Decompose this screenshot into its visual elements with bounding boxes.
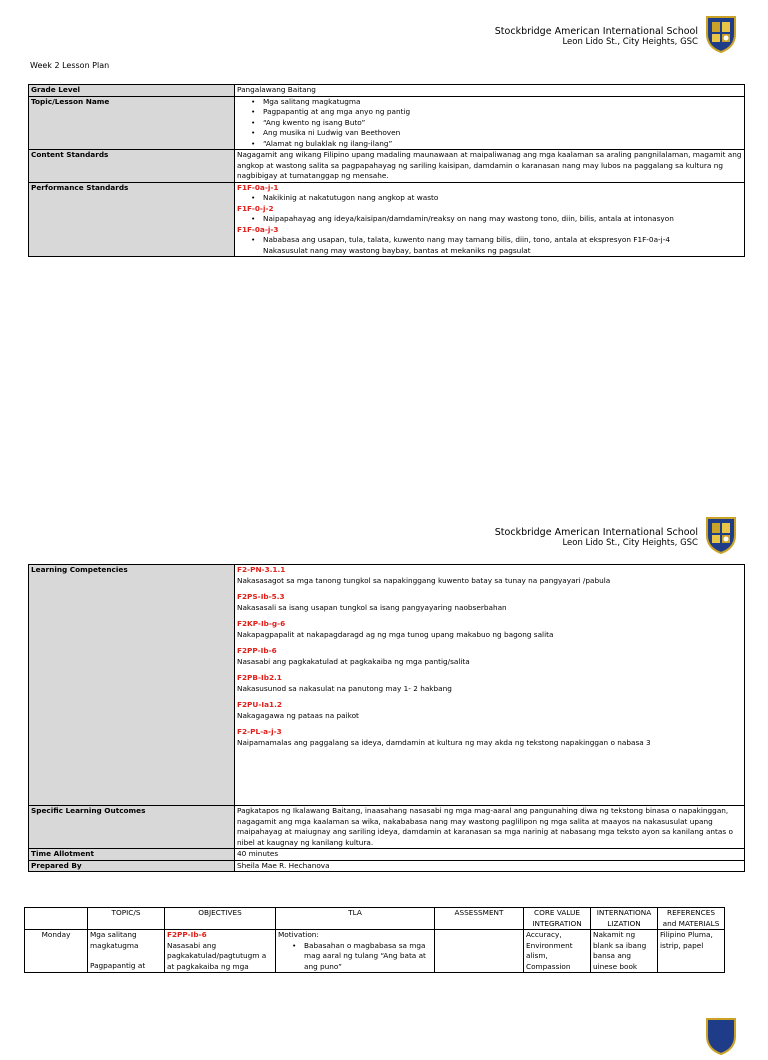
column-header: ASSESSMENT	[435, 908, 524, 930]
internationalization-cell: Nakamit ng blank sa ibang bansa ang uinese book	[591, 930, 658, 973]
table-row	[29, 182, 745, 257]
list-item: • Pagpapantig at ang mga anyo ng pantig	[263, 107, 742, 118]
topic-list	[237, 97, 742, 150]
objective-text: Nasasabi ang pagkakatulad/pagtutugm a at pagkakaiba ng mga	[167, 940, 267, 971]
specific-outcomes-label: Specific Learning Outcomes	[29, 806, 235, 849]
school-crest-icon	[704, 515, 738, 555]
list-item: • Naipapahayag ang ideya/kaisipan/damdamin/reaksy on nang may wastong tono, diin, bilis, antala at intonasyon	[263, 214, 742, 225]
weekly-schedule-table	[24, 907, 725, 973]
list-item: • Mga salitang magkatugma	[263, 97, 742, 108]
table-row	[29, 96, 745, 150]
competency-item	[237, 592, 742, 613]
column-header: TLA	[276, 908, 435, 930]
document-title: Week 2 Lesson Plan	[30, 61, 110, 70]
school-address: Leon Lido St., City Heights, GSC	[562, 538, 698, 548]
objective-code: F2PP-Ib-6	[167, 930, 207, 939]
competency-code: F2PB-Ib2.1	[237, 673, 282, 682]
time-allotment-value: 40 minutes	[235, 849, 745, 861]
list-item: • “Alamat ng bulaklak ng ilang-ilang”	[263, 139, 742, 150]
school-crest-icon	[704, 1016, 738, 1056]
competency-text: Nakagagawa ng pataas na paikot	[237, 710, 359, 720]
table-row	[29, 85, 745, 97]
topic-cell: Mga salitang magkatugma Pagpapantig at	[88, 930, 165, 973]
competency-code: F2KP-Ib-g-6	[237, 619, 286, 628]
content-standards-text: Nagagamit ang wikang Filipino upang madaling maunawaan at maipaliwanag ang mga kaalaman sa araling pangnilalaman, magamit ang angkop at wastong salita sa pagpapahayag ng sariling kaisipan, damdamin o karanasan nang may lubos na paggalang sa kultura ng nagbibigay at tumatanggap ng mensahe.	[235, 150, 745, 183]
tla-cell	[276, 930, 435, 973]
list-item: • Nakikinig at nakatutugon nang angkop at wasto	[263, 193, 742, 204]
competency-code: F2PP-Ib-6	[237, 646, 277, 655]
performance-item-continuation: Nakasusulat nang may wastong baybay, bantas at mekaniks ng pagsulat	[263, 245, 531, 255]
topic-label: Topic/Lesson Name	[29, 96, 235, 150]
competency-text: Nakasasagot sa mga tanong tungkol sa napakinggang kuwento batay sa tunay na pangyayari /pabula	[237, 575, 611, 585]
prepared-by-label: Prepared By	[29, 860, 235, 872]
table-row	[29, 565, 745, 806]
performance-standards-label: Performance Standards	[29, 182, 235, 257]
table-row	[29, 150, 745, 183]
list-item: • Babasahan o magbabasa sa mga mag aaral ng tulang “Ang bata at ang puno”	[304, 941, 432, 973]
column-header: CORE VALUE INTEGRATION	[524, 908, 591, 930]
competency-text: Nakasusunod sa nakasulat na panutong may 1- 2 hakbang	[237, 683, 452, 693]
table-row	[29, 860, 745, 872]
competency-item	[237, 646, 742, 667]
school-address: Leon Lido St., City Heights, GSC	[562, 37, 698, 47]
list-item: • “Ang kwento ng isang Buto”	[263, 118, 742, 129]
school-name: Stockbridge American International School	[494, 527, 698, 538]
competencies-table	[28, 564, 745, 872]
column-header: OBJECTIVES	[165, 908, 276, 930]
school-header	[0, 14, 768, 58]
competency-item	[237, 700, 742, 721]
objectives-cell	[165, 930, 276, 973]
specific-outcomes-text: Pagkatapos ng Ikalawang Baitang, inaasahang nasasabi ng mga mag-aaral ang pangunahing diwa ng tekstong binasa o napakinggan, nagagamit ang mga kaalaman sa wika, nakababasa nang may wastong paglilipon ng mga salita at maayos na nakasusulat upang maipahayag at maiugnay ang sariling ideya, damdamin at karanasan sa mga narinig at nabasang mga teksto ayon sa kanilang antas o nibel at kaugnay ng kanilang kultura.	[235, 806, 745, 849]
competency-text: Naipamamalas ang paggalang sa ideya, damdamin at kultura ng may akda ng tekstong napakinggan o nabasa 3	[237, 737, 651, 747]
school-name: Stockbridge American International School	[494, 26, 698, 37]
content-standards-label: Content Standards	[29, 150, 235, 183]
competency-text: Nakasasali sa isang usapan tungkol sa isang pangyayaring naobserbahan	[237, 602, 507, 612]
table-header-row	[25, 908, 725, 930]
column-header: INTERNATIONA LIZATION	[591, 908, 658, 930]
competency-item	[237, 673, 742, 694]
core-value-cell: Accuracy, Environment alism, Compassion	[524, 930, 591, 973]
standard-code: F1F-0-j-2	[237, 203, 274, 213]
assessment-cell	[435, 930, 524, 973]
competency-code: F2PS-Ib-5.3	[237, 592, 285, 601]
table-row	[29, 849, 745, 861]
prepared-by-value: Sheila Mae R. Hechanova	[235, 860, 745, 872]
time-allotment-label: Time Allotment	[29, 849, 235, 861]
competency-text: Nasasabi ang pagkakatulad at pagkakaiba ng mga pantig/salita	[237, 656, 470, 666]
lesson-plan-table	[28, 84, 745, 257]
school-info	[495, 527, 698, 549]
column-header: REFERENCES and MATERIALS	[658, 908, 725, 930]
column-header: TOPIC/S	[88, 908, 165, 930]
learning-competencies-label: Learning Competencies	[29, 565, 235, 806]
competency-code: F2-PL-a-j-3	[237, 727, 282, 736]
grade-level-label: Grade Level	[29, 85, 235, 97]
references-cell: Filipino Pluma, istrip, papel	[658, 930, 725, 973]
competency-text: Nakapagpapalit at nakapagdaragd ag ng mga tunog upang makabuo ng bagong salita	[237, 629, 554, 639]
list-item: • Ang musika ni Ludwig van Beethoven	[263, 128, 742, 139]
column-header	[25, 908, 88, 930]
table-row	[29, 806, 745, 849]
standard-code: F1F-0a-j-3	[237, 224, 279, 234]
grade-level-value: Pangalawang Baitang	[235, 85, 745, 97]
school-header	[0, 515, 768, 559]
school-info	[495, 26, 698, 48]
tla-label: Motivation:	[278, 930, 319, 939]
school-crest-icon	[704, 14, 738, 54]
standard-code: F1F-0a-j-1	[237, 182, 279, 192]
competency-item	[237, 727, 742, 748]
day-cell: Monday	[25, 930, 88, 973]
competency-code: F2PU-Ia1.2	[237, 700, 282, 709]
competency-item	[237, 565, 742, 586]
competency-code: F2-PN-3.1.1	[237, 565, 286, 574]
table-row	[25, 930, 725, 973]
competency-item	[237, 619, 742, 640]
list-item: • Nababasa ang usapan, tula, talata, kuwento nang may tamang bilis, diin, tono, antala at ekspresyon F1F-0a-j-4	[263, 235, 742, 246]
